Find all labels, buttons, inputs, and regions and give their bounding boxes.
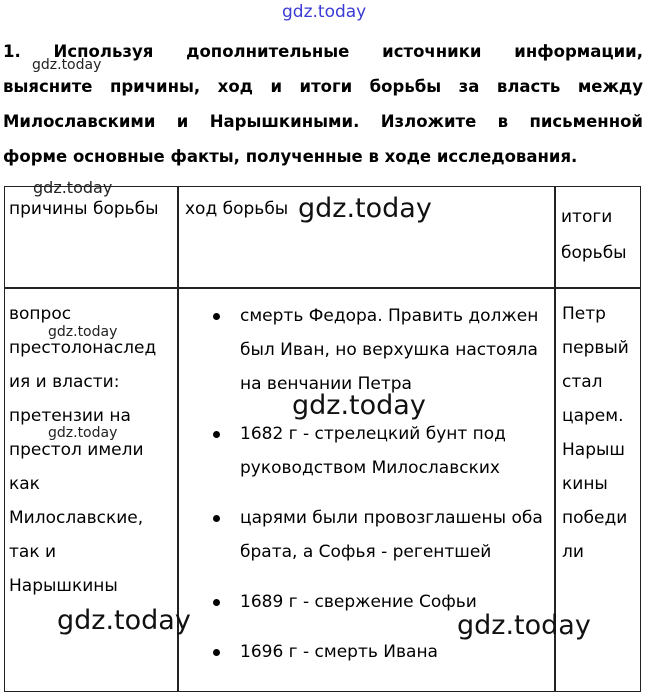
watermark-large: gdz.today	[457, 610, 591, 641]
causes-line: Нарышкины	[9, 576, 118, 596]
bullet-icon	[213, 515, 220, 522]
table-header-divider	[5, 287, 640, 289]
course-item-text: царями были провозглашены оба брата, а Софья - регентшей	[240, 508, 543, 562]
watermark-small: gdz.today	[32, 57, 102, 73]
task-line: Милославскими и Нарышкиными. Изложите в письменной	[3, 112, 643, 131]
task-text	[3, 34, 643, 174]
watermark-small: gdz.today	[33, 178, 113, 197]
causes-line: Милославские,	[9, 508, 144, 528]
header-results: итоги борьбы	[561, 207, 627, 263]
causes-line: претензии на	[9, 406, 131, 426]
results-line: Петр	[562, 304, 606, 324]
watermark-large: gdz.today	[298, 193, 432, 224]
watermark-small: gdz.today	[48, 425, 118, 441]
results-line: победи	[562, 508, 628, 528]
causes-cell	[9, 297, 174, 603]
causes-line: как	[9, 474, 40, 494]
list-item	[213, 299, 553, 401]
list-item	[213, 417, 553, 485]
watermark-large: gdz.today	[57, 605, 191, 636]
course-item-text: смерть Федора. Править должен был Иван, но верхушка настояла на венчании Петра	[240, 306, 539, 394]
results-cell	[562, 297, 640, 569]
header-course: ход борьбы	[185, 199, 289, 219]
course-item-text: 1696 г - смерть Ивана	[240, 642, 438, 662]
causes-line: ия и власти:	[9, 372, 120, 392]
watermark-large: gdz.today	[292, 390, 426, 421]
course-item-text: 1689 г - свержение Софьи	[240, 592, 477, 612]
task-line: форме основные факты, полученные в ходе исследования.	[3, 147, 578, 166]
results-line: царем.	[562, 406, 624, 426]
watermark-top: gdz.today	[282, 2, 367, 22]
task-line: выясните причины, ход и итоги борьбы за власть между	[3, 77, 643, 96]
list-item	[213, 501, 553, 569]
causes-line: так и	[9, 542, 57, 562]
bullet-icon	[213, 431, 220, 438]
bullet-icon	[213, 599, 220, 606]
task-line: 1. Используя дополнительные источники информации,	[3, 42, 643, 61]
results-line: первый	[562, 338, 629, 358]
causes-line: вопрос	[9, 304, 72, 324]
causes-line: престол имели	[9, 440, 144, 460]
course-item-text: 1682 г - стрелецкий бунт под руководством Милославских	[240, 424, 506, 478]
results-line: ли	[562, 542, 584, 562]
watermark-small: gdz.today	[48, 324, 118, 340]
results-line: кины	[562, 474, 608, 494]
results-line: стал	[562, 372, 603, 392]
bullet-icon	[213, 313, 220, 320]
results-line: Нарыш	[562, 440, 625, 460]
causes-line: престолонаслед	[9, 338, 157, 358]
header-causes: причины борьбы	[9, 199, 159, 219]
bullet-icon	[213, 649, 220, 656]
